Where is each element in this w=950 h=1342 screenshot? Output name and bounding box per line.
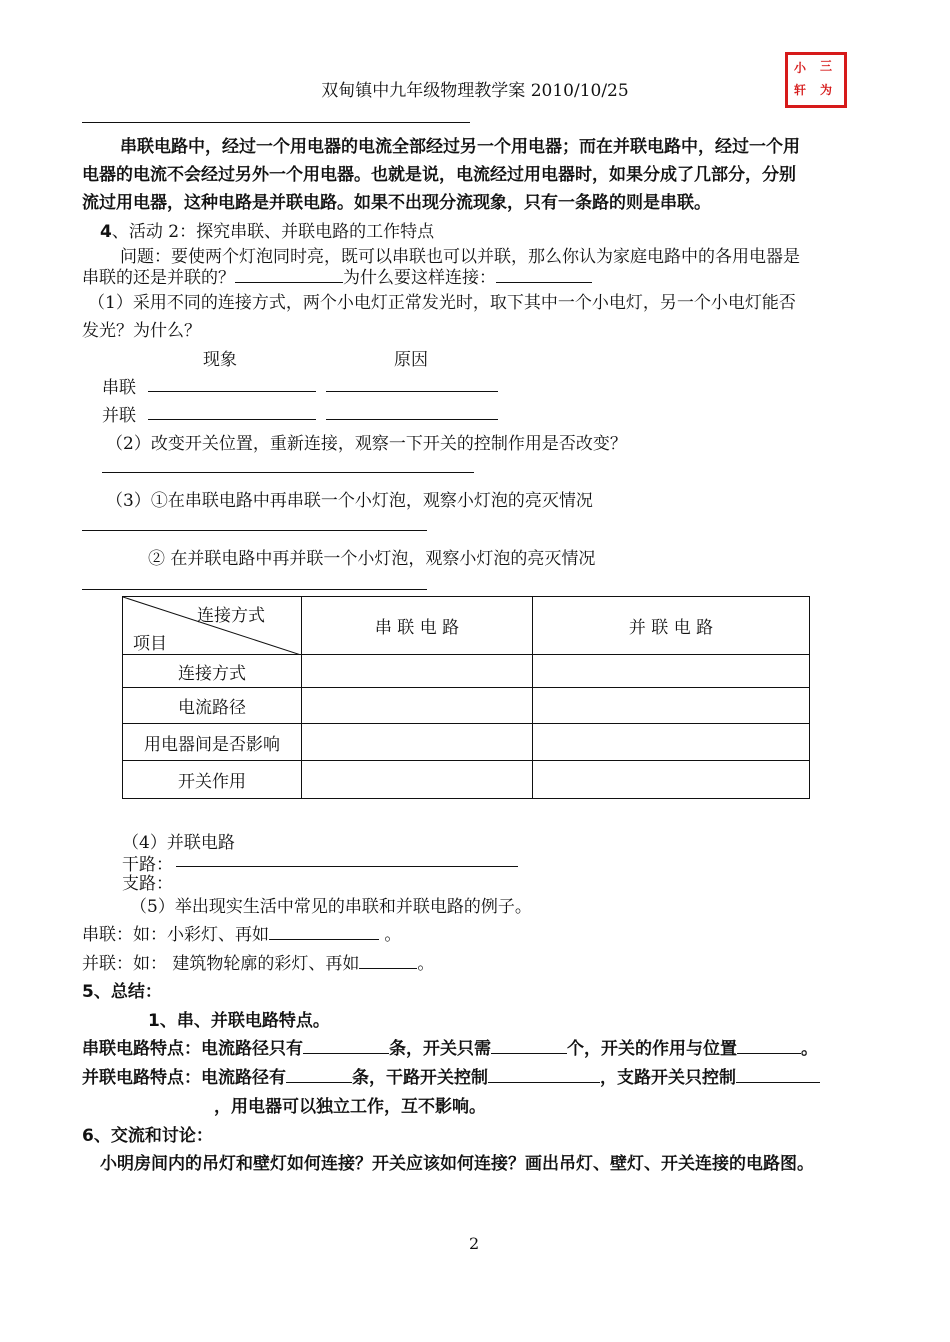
- answer-blank[interactable]: [303, 1036, 389, 1054]
- part4-title: （4）并联电路: [122, 833, 235, 853]
- answer-blank[interactable]: [148, 419, 316, 420]
- seal-char: 轩: [794, 83, 807, 97]
- summary-subtitle: 1、串、并联电路特点。: [148, 1011, 330, 1031]
- answer-blank[interactable]: [359, 951, 417, 969]
- column-reason: 原因: [394, 350, 428, 370]
- answer-blank[interactable]: [286, 1065, 352, 1083]
- row-parallel-label: 并联: [102, 406, 136, 426]
- seal-char: 为: [820, 83, 833, 97]
- table-cell[interactable]: [302, 655, 533, 688]
- page-header: 双甸镇中九年级物理教学案 2010/10/25: [321, 81, 629, 101]
- table-corner-cell: [123, 597, 302, 655]
- table-cell[interactable]: [302, 761, 533, 799]
- table-cell[interactable]: [302, 724, 533, 761]
- answer-blank[interactable]: [326, 391, 498, 392]
- answer-blank[interactable]: [491, 1036, 567, 1054]
- table-header-series: 串 联 电 路: [302, 597, 533, 655]
- series-example: 串联：如：小彩灯、再如 。: [82, 920, 401, 945]
- table-row-label: 电流路径: [123, 688, 302, 724]
- discussion-title: 6、交流和讨论：: [82, 1126, 213, 1146]
- parallel-features: 并联电路特点：电流路径有 条，干路开关控制 ，支路开关只控制: [82, 1063, 820, 1088]
- intro-line-3: 流过用电器，这种电路是并联电路。如果不出现分流现象，只有一条路的则是串联。: [82, 193, 711, 213]
- answer-blank[interactable]: [737, 1036, 801, 1054]
- table-cell[interactable]: [533, 688, 810, 724]
- part3a-text: （3）①在串联电路中再串联一个小灯泡，观察小灯泡的亮灭情况: [106, 491, 593, 511]
- part2-text: （2）改变开关位置，重新连接，观察一下开关的控制作用是否改变？: [106, 434, 627, 454]
- activity-title: 4、活动 2：探究串联、并联电路的工作特点: [100, 222, 435, 242]
- part1-line-1: （1）采用不同的连接方式，两个小电灯正常发光时，取下其中一个小电灯，另一个小电灯能否: [88, 293, 796, 313]
- part1-line-2: 发光？为什么？: [82, 321, 201, 341]
- discussion-text: 小明房间内的吊灯和壁灯如何连接？开关应该如何连接？画出吊灯、壁灯、开关连接的电路图。: [100, 1154, 814, 1174]
- seal-char: 三: [820, 59, 833, 73]
- series-features: 串联电路特点：电流路径只有 条，开关只需 个，开关的作用与位置 。: [82, 1034, 818, 1059]
- seal-stamp: [785, 52, 847, 108]
- table-cell[interactable]: [302, 688, 533, 724]
- part5-title: （5）举出现实生活中常见的串联和并联电路的例子。: [130, 897, 532, 917]
- summary-title: 5、总结：: [82, 982, 162, 1002]
- comparison-table: [122, 596, 810, 799]
- corner-top-label: 连接方式: [197, 606, 265, 626]
- intro-line-1: 串联电路中，经过一个用电器的电流全部经过另一个用电器；而在并联电路中，经过一个用: [120, 137, 800, 157]
- answer-blank[interactable]: [488, 1065, 600, 1083]
- answer-blank[interactable]: [102, 472, 474, 473]
- table-row-label: 用电器间是否影响: [123, 724, 302, 761]
- table-row-label: 开关作用: [123, 761, 302, 799]
- seal-char: 小: [794, 61, 807, 75]
- table-cell[interactable]: [533, 761, 810, 799]
- branch-label: 支路：: [122, 874, 173, 894]
- column-phenomenon: 现象: [203, 350, 237, 370]
- answer-blank[interactable]: [736, 1065, 820, 1083]
- table-header-parallel: 并 联 电 路: [533, 597, 810, 655]
- answer-blank[interactable]: [235, 265, 343, 283]
- parallel-features-cont: ，用电器可以独立工作，互不影响。: [214, 1097, 486, 1117]
- table-cell[interactable]: [533, 655, 810, 688]
- answer-blank[interactable]: [82, 530, 427, 531]
- trunk-label: 干路：: [122, 855, 173, 875]
- table-cell[interactable]: [533, 724, 810, 761]
- answer-blank[interactable]: [269, 922, 379, 940]
- answer-blank[interactable]: [176, 866, 518, 867]
- answer-blank[interactable]: [148, 391, 316, 392]
- corner-bottom-label: 项目: [133, 634, 167, 654]
- intro-line-2: 电器的电流不会经过另外一个用电器。也就是说，电流经过用电器时，如果分成了几部分，分别: [82, 165, 796, 185]
- parallel-example: 并联：如： 建筑物轮廓的彩灯、再如 。: [82, 949, 434, 974]
- table-row-label: 连接方式: [123, 655, 302, 688]
- blank-line: [82, 122, 470, 123]
- question-line-2: 串联的还是并联的？ 为什么要这样连接：: [82, 263, 592, 288]
- answer-blank[interactable]: [326, 419, 498, 420]
- answer-blank[interactable]: [82, 589, 427, 590]
- page-number: 2: [469, 1234, 480, 1253]
- row-series-label: 串联: [102, 378, 136, 398]
- answer-blank[interactable]: [496, 265, 592, 283]
- part3b-text: ② 在并联电路中再并联一个小灯泡，观察小灯泡的亮灭情况: [148, 549, 596, 569]
- question-line-1: 问题：要使两个灯泡同时亮，既可以串联也可以并联，那么你认为家庭电路中的各用电器是: [120, 247, 800, 267]
